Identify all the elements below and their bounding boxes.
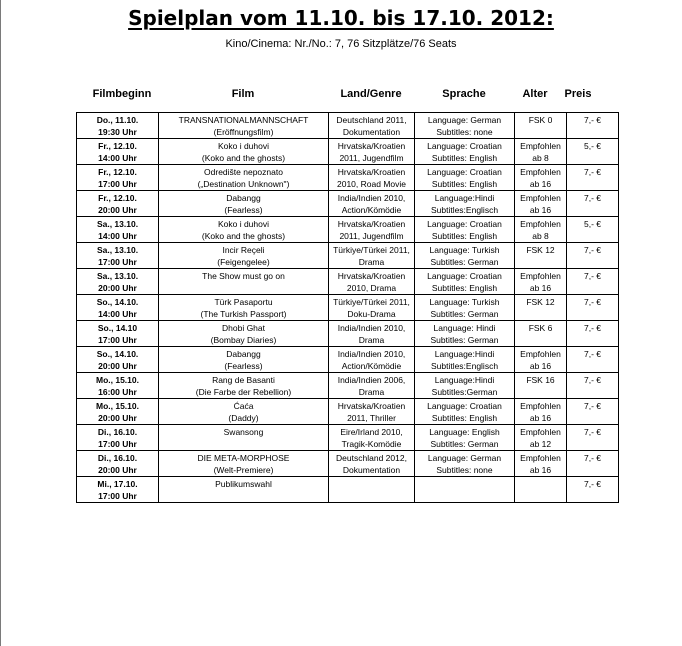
cell-alter-line: Empfohlen	[520, 349, 561, 359]
cell-sprache-line: Subtitles: German	[430, 334, 499, 345]
table-row	[77, 113, 619, 139]
cell-land-genre	[329, 321, 415, 347]
cell-alter	[515, 399, 567, 425]
cell-preis	[567, 399, 619, 425]
cell-film-line: („Destination Unknown")	[197, 178, 290, 189]
cell-film-line: TRANSNATIONALMANNSCHAFT	[178, 115, 309, 125]
cell-alter-line: ab 8	[532, 230, 549, 241]
cell-filmbeginn-line: So., 14.10.	[96, 297, 139, 307]
cell-film	[159, 165, 329, 191]
cell-film	[159, 113, 329, 139]
cell-filmbeginn	[77, 373, 159, 399]
cell-sprache-line: Language: Croatian	[427, 219, 502, 229]
cell-preis-line: 7,- €	[583, 297, 601, 307]
cell-sprache	[415, 165, 515, 191]
cell-preis	[567, 165, 619, 191]
cell-alter-line: ab 16	[529, 204, 552, 215]
table-row	[77, 477, 619, 503]
cell-alter-line: ab 16	[529, 412, 552, 423]
cell-sprache-line: Language: Croatian	[427, 401, 502, 411]
header-film: Film	[231, 88, 255, 100]
cell-alter	[515, 139, 567, 165]
cell-land-genre	[329, 451, 415, 477]
cell-filmbeginn-line: Do., 11.10.	[96, 115, 139, 125]
cell-sprache	[415, 217, 515, 243]
cell-alter	[515, 477, 567, 503]
cell-film-line: (Bombay Diaries)	[210, 334, 277, 345]
cell-sprache-line: Language: German	[427, 115, 502, 125]
cell-land-genre-line: 2011, Jugendfilm	[339, 230, 404, 241]
cell-preis	[567, 425, 619, 451]
cell-sprache	[415, 191, 515, 217]
cell-land-genre-line: India/Indien 2010,	[337, 349, 406, 359]
cell-preis	[567, 217, 619, 243]
cell-sprache-line: Subtitles: German	[430, 438, 499, 449]
cell-land-genre-line: Hrvatska/Kroatien	[337, 141, 406, 151]
cell-alter-line: ab 16	[529, 360, 552, 371]
cell-sprache-line: Subtitles: English	[431, 230, 498, 241]
cell-land-genre	[329, 347, 415, 373]
cell-sprache-line: Language: German	[427, 453, 502, 463]
cell-land-genre-line: India/Indien 2010,	[337, 193, 406, 203]
cell-filmbeginn-line: 17:00 Uhr	[98, 178, 137, 189]
cell-filmbeginn	[77, 165, 159, 191]
cell-filmbeginn	[77, 191, 159, 217]
cell-preis-line: 7,- €	[583, 193, 601, 203]
cell-filmbeginn	[77, 217, 159, 243]
cell-filmbeginn-line: Mi., 17.10.	[97, 479, 138, 489]
cell-alter	[515, 347, 567, 373]
cell-filmbeginn-line: Mo., 15.10.	[96, 401, 139, 411]
cell-land-genre	[329, 425, 415, 451]
cell-film-line: Odredište nepoznato	[204, 167, 283, 177]
cell-land-genre	[329, 243, 415, 269]
cell-film-line: (Koko and the ghosts)	[201, 152, 286, 163]
cell-alter-line: FSK 12	[526, 297, 555, 307]
cell-alter	[515, 243, 567, 269]
cell-sprache	[415, 295, 515, 321]
cell-preis	[567, 269, 619, 295]
cell-alter-line: Empfohlen	[520, 401, 561, 411]
cell-alter-line: Empfohlen	[520, 271, 561, 281]
cell-land-genre-line: Hrvatska/Kroatien	[337, 219, 406, 229]
cell-film	[159, 399, 329, 425]
cell-sprache	[415, 373, 515, 399]
cell-filmbeginn	[77, 321, 159, 347]
cell-filmbeginn-line: Fr., 12.10.	[98, 141, 137, 151]
cell-land-genre	[329, 165, 415, 191]
cell-filmbeginn	[77, 139, 159, 165]
cell-alter	[515, 217, 567, 243]
cell-film-line: Dhobi Ghat	[222, 323, 265, 333]
cell-alter-line: FSK 16	[526, 375, 555, 385]
schedule-rows	[77, 113, 619, 503]
cell-sprache-line: Language: Turkish	[429, 245, 500, 255]
cell-land-genre-line: 2010, Road Movie	[337, 178, 406, 189]
cell-sprache	[415, 269, 515, 295]
table-row	[77, 347, 619, 373]
cell-land-genre-line: Deutschland 2012,	[336, 453, 407, 463]
cell-land-genre	[329, 295, 415, 321]
cell-land-genre-line: Deutschland 2011,	[336, 115, 407, 125]
cell-sprache-line: Language: English	[429, 427, 500, 437]
cell-land-genre	[329, 113, 415, 139]
cell-alter-line: Empfohlen	[520, 193, 561, 203]
cell-film-line: The Show must go on	[202, 271, 285, 281]
header-land-genre: Land/Genre	[340, 88, 402, 100]
cell-alter-line: Empfohlen	[520, 219, 561, 229]
cell-alter-line: ab 16	[529, 464, 552, 475]
cell-sprache-line: Subtitles: German	[430, 256, 499, 267]
cell-alter-line: ab 12	[529, 438, 552, 449]
table-row	[77, 399, 619, 425]
header-sprache: Sprache	[442, 88, 486, 100]
cell-film	[159, 243, 329, 269]
cell-land-genre	[329, 373, 415, 399]
cell-filmbeginn	[77, 347, 159, 373]
table-row	[77, 243, 619, 269]
cell-alter	[515, 425, 567, 451]
cell-land-genre-line: India/Indien 2010,	[337, 323, 406, 333]
cell-filmbeginn-line: 20:00 Uhr	[98, 412, 137, 423]
cell-film-line: Türk Pasaportu	[214, 297, 273, 307]
cell-land-genre-line: 2011, Thriller	[347, 412, 396, 423]
cell-filmbeginn	[77, 425, 159, 451]
cell-filmbeginn-line: 19:30 Uhr	[98, 126, 137, 137]
cell-alter-line: Empfohlen	[520, 167, 561, 177]
cell-preis	[567, 321, 619, 347]
cell-film	[159, 217, 329, 243]
cell-land-genre-line: Hrvatska/Kroatien	[337, 401, 406, 411]
cell-filmbeginn-line: 20:00 Uhr	[98, 282, 137, 293]
table-row	[77, 425, 619, 451]
cell-film	[159, 347, 329, 373]
cell-film-line: (Daddy)	[228, 412, 259, 423]
cell-alter	[515, 113, 567, 139]
cell-sprache-line: Subtitles: none	[436, 464, 493, 475]
cell-sprache	[415, 139, 515, 165]
cell-preis-line: 7,- €	[583, 245, 601, 255]
cell-alter-line: FSK 0	[528, 115, 553, 125]
cell-preis-line: 7,- €	[583, 427, 601, 437]
cell-alter	[515, 191, 567, 217]
cell-land-genre-line: Dokumentation	[342, 464, 401, 475]
cell-preis-line: 7,- €	[583, 167, 601, 177]
cell-filmbeginn-line: Fr., 12.10.	[98, 193, 137, 203]
cell-sprache-line: Language: Croatian	[427, 141, 502, 151]
cell-land-genre	[329, 191, 415, 217]
table-row	[77, 217, 619, 243]
header-filmbeginn: Filmbeginn	[92, 88, 152, 100]
cell-alter-line: Empfohlen	[520, 141, 561, 151]
cell-film	[159, 295, 329, 321]
cell-alter-line: Empfohlen	[520, 427, 561, 437]
cell-land-genre-line: India/Indien 2006,	[337, 375, 406, 385]
cell-sprache-line: Language: Croatian	[427, 271, 502, 281]
cell-preis-line: 7,- €	[583, 323, 601, 333]
table-row	[77, 269, 619, 295]
cell-preis	[567, 373, 619, 399]
cell-alter-line: ab 16	[529, 178, 552, 189]
cell-sprache-line: Subtitles: English	[431, 152, 498, 163]
cell-land-genre-line: Hrvatska/Kroatien	[337, 271, 406, 281]
cell-land-genre-line: Türkiye/Türkei 2011,	[333, 297, 410, 307]
cell-film	[159, 139, 329, 165]
cell-film-line: Koko i duhovi	[217, 219, 270, 229]
cell-preis	[567, 347, 619, 373]
cell-sprache-line: Language: Hindi	[433, 323, 496, 333]
cell-filmbeginn-line: 17:00 Uhr	[98, 438, 137, 449]
cell-sprache	[415, 477, 515, 503]
cell-film-line: Dabangg	[226, 193, 261, 203]
cell-preis-line: 7,- €	[583, 115, 601, 125]
cell-film-line: Koko i duhovi	[217, 141, 270, 151]
cell-preis-line: 7,- €	[583, 453, 601, 463]
cell-land-genre	[329, 217, 415, 243]
cell-preis	[567, 243, 619, 269]
cell-alter-line: ab 16	[529, 282, 552, 293]
cell-film-line: (Fearless)	[224, 204, 263, 215]
page-title: Spielplan vom 11.10. bis 17.10. 2012:	[128, 6, 554, 30]
cell-filmbeginn	[77, 269, 159, 295]
cell-land-genre-line: Drama	[358, 386, 385, 397]
cell-filmbeginn	[77, 399, 159, 425]
cell-film-line: DIE META-MORPHOSE	[197, 453, 290, 463]
cell-land-genre-line: Action/Kömödie	[341, 204, 402, 215]
cell-land-genre-line: 2011, Jugendfilm	[339, 152, 404, 163]
cell-film-line: Rang de Basanti	[212, 375, 275, 385]
cell-alter	[515, 269, 567, 295]
cell-filmbeginn-line: 16:00 Uhr	[98, 386, 137, 397]
cell-preis-line: 5,- €	[583, 219, 601, 229]
table-row	[77, 321, 619, 347]
cell-film-line: Dabangg	[226, 349, 261, 359]
table-row	[77, 295, 619, 321]
cell-film-line: (Feigengelee)	[217, 256, 270, 267]
cell-alter	[515, 373, 567, 399]
cell-preis	[567, 191, 619, 217]
cell-sprache-line: Language: Croatian	[427, 167, 502, 177]
cell-preis-line: 7,- €	[583, 401, 601, 411]
cell-filmbeginn-line: 20:00 Uhr	[98, 204, 137, 215]
cell-sprache-line: Language: Turkish	[429, 297, 500, 307]
cell-filmbeginn-line: Mo., 15.10.	[96, 375, 139, 385]
cell-land-genre-line: Hrvatska/Kroatien	[337, 167, 406, 177]
cell-filmbeginn-line: 20:00 Uhr	[98, 464, 137, 475]
cell-preis	[567, 477, 619, 503]
cell-alter	[515, 295, 567, 321]
cell-filmbeginn-line: Sa., 13.10.	[96, 219, 139, 229]
cell-sprache-line: Subtitles:German	[431, 386, 498, 397]
cell-preis-line: 7,- €	[583, 479, 601, 489]
cell-land-genre-line: Action/Kömödie	[341, 360, 402, 371]
cell-land-genre	[329, 477, 415, 503]
cell-filmbeginn-line: 14:00 Uhr	[98, 152, 137, 163]
cell-alter-line: ab 8	[532, 152, 549, 163]
cell-sprache	[415, 113, 515, 139]
cell-film	[159, 451, 329, 477]
cell-sprache	[415, 399, 515, 425]
cell-sprache	[415, 425, 515, 451]
cell-film	[159, 191, 329, 217]
cell-sprache-line: Subtitles:Englisch	[430, 204, 499, 215]
cell-film	[159, 321, 329, 347]
cell-sprache-line: Subtitles: English	[431, 178, 498, 189]
cell-sprache	[415, 347, 515, 373]
cell-film-line: Publikumswahl	[215, 479, 272, 489]
cell-film-line: Swansong	[223, 427, 264, 437]
cell-filmbeginn-line: Di., 16.10.	[97, 453, 138, 463]
table-row	[77, 373, 619, 399]
column-headers	[0, 88, 682, 104]
cell-filmbeginn	[77, 113, 159, 139]
cell-preis-line: 5,- €	[583, 141, 601, 151]
cell-film	[159, 373, 329, 399]
cell-sprache-line: Language:Hindi	[434, 193, 495, 203]
cell-alter	[515, 165, 567, 191]
table-row	[77, 191, 619, 217]
cell-land-genre	[329, 139, 415, 165]
cell-filmbeginn-line: Sa., 13.10.	[96, 245, 139, 255]
table-row	[77, 451, 619, 477]
cell-film-line: (The Turkish Passport)	[200, 308, 287, 319]
cell-land-genre-line: Doku-Drama	[347, 308, 396, 319]
cell-preis-line: 7,- €	[583, 349, 601, 359]
cell-film-line: (Eröffnungsfilm)	[213, 126, 274, 137]
cell-filmbeginn-line: 17:00 Uhr	[98, 334, 137, 345]
cell-alter-line: Empfohlen	[520, 453, 561, 463]
cell-filmbeginn-line: 14:00 Uhr	[98, 230, 137, 241]
cell-land-genre-line: Türkiye/Türkei 2011,	[333, 245, 410, 255]
cell-film	[159, 425, 329, 451]
cell-preis	[567, 113, 619, 139]
cell-sprache	[415, 243, 515, 269]
cell-sprache	[415, 451, 515, 477]
schedule-table	[76, 112, 619, 503]
cinema-info: Kino/Cinema: Nr./No.: 7, 76 Sitzplätze/76 Seats	[225, 38, 457, 50]
cell-land-genre-line: 2010, Drama	[346, 282, 397, 293]
cell-sprache-line: Subtitles: English	[431, 412, 498, 423]
cell-preis-line: 7,- €	[583, 375, 601, 385]
cell-film	[159, 477, 329, 503]
cell-alter-line: FSK 6	[528, 323, 553, 333]
cell-filmbeginn	[77, 295, 159, 321]
cell-film-line: Incir Reçeli	[222, 245, 265, 255]
cell-filmbeginn-line: Di., 16.10.	[97, 427, 138, 437]
cell-filmbeginn	[77, 451, 159, 477]
cell-land-genre	[329, 399, 415, 425]
cell-film-line: (Die Farbe der Rebellion)	[195, 386, 292, 397]
cell-land-genre-line: Eire/Irland 2010,	[340, 427, 403, 437]
cell-sprache-line: Language:Hindi	[434, 349, 495, 359]
cell-sprache-line: Subtitles: English	[431, 282, 498, 293]
cell-film-line: (Koko and the ghosts)	[201, 230, 286, 241]
cell-filmbeginn-line: 20:00 Uhr	[98, 360, 137, 371]
cell-sprache-line: Subtitles: none	[436, 126, 493, 137]
cell-preis	[567, 451, 619, 477]
header-alter: Alter	[522, 88, 548, 100]
cell-preis	[567, 295, 619, 321]
cell-land-genre-line: Tragik-Komödie	[341, 438, 402, 449]
cell-sprache-line: Subtitles: German	[430, 308, 499, 319]
cell-land-genre	[329, 269, 415, 295]
cell-filmbeginn	[77, 477, 159, 503]
cell-preis	[567, 139, 619, 165]
cell-film-line: (Fearless)	[224, 360, 263, 371]
cell-filmbeginn-line: Fr., 12.10.	[98, 167, 137, 177]
cell-filmbeginn-line: So., 14.10	[97, 323, 138, 333]
cell-filmbeginn	[77, 243, 159, 269]
cell-film-line: (Welt-Premiere)	[213, 464, 274, 475]
header-preis: Preis	[564, 88, 592, 100]
table-row	[77, 165, 619, 191]
cell-sprache	[415, 321, 515, 347]
cell-filmbeginn-line: 14:00 Uhr	[98, 308, 137, 319]
cell-land-genre-line: Dokumentation	[342, 126, 401, 137]
cell-filmbeginn-line: 17:00 Uhr	[98, 490, 137, 501]
cell-sprache-line: Subtitles:Englisch	[430, 360, 499, 371]
cell-alter-line: FSK 12	[526, 245, 555, 255]
cell-filmbeginn-line: 17:00 Uhr	[98, 256, 137, 267]
table-row	[77, 139, 619, 165]
cell-filmbeginn-line: Sa., 13.10.	[96, 271, 139, 281]
cell-alter	[515, 451, 567, 477]
cell-filmbeginn-line: So., 14.10.	[96, 349, 139, 359]
cell-alter	[515, 321, 567, 347]
cell-film-line: Ćaća	[233, 401, 254, 411]
cell-land-genre-line: Drama	[358, 334, 385, 345]
cell-preis-line: 7,- €	[583, 271, 601, 281]
cell-land-genre-line: Drama	[358, 256, 385, 267]
cell-sprache-line: Language:Hindi	[434, 375, 495, 385]
cell-film	[159, 269, 329, 295]
